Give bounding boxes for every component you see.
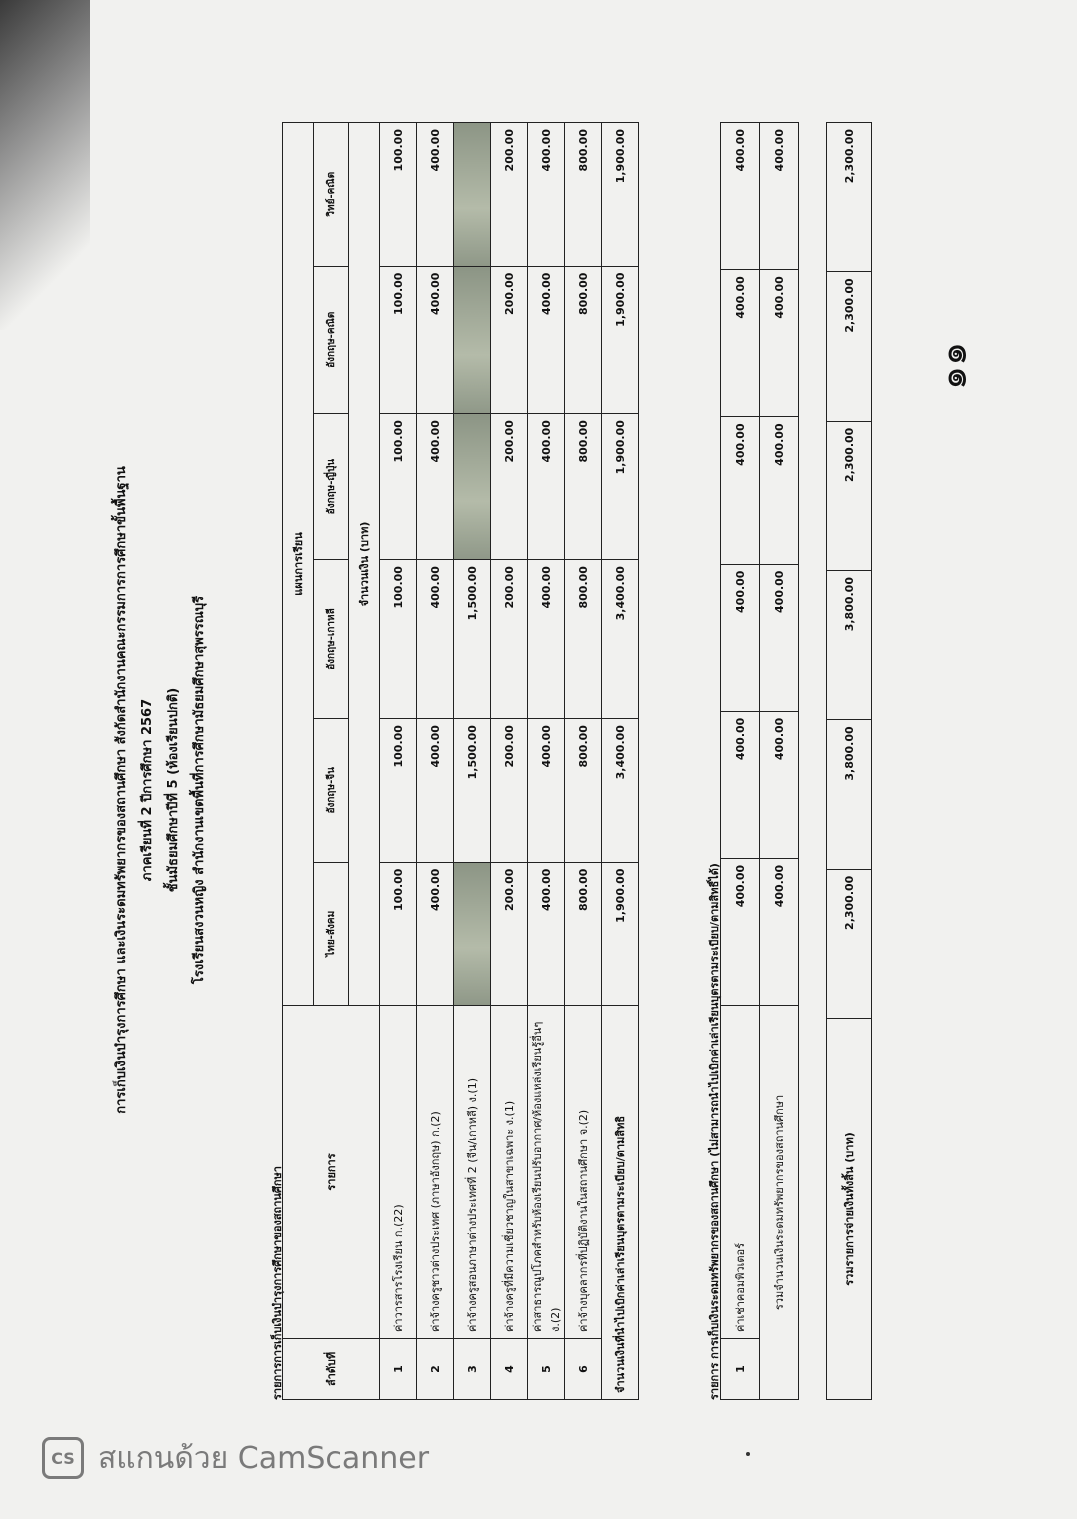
semester-line: ภาคเรียนที่ 2 ปีการศึกษา 2567 [140,698,155,882]
row-value: 800.00 [565,266,602,414]
row-value: 400.00 [528,123,565,267]
row-value: 400.00 [721,564,760,711]
amount-unit-header: จำนวนเงิน (บาท) [349,123,380,1006]
col-item-header: รายการ [283,1006,380,1339]
page-number: ๑๑ [931,341,975,390]
grand-total-value: 2,300.00 [827,123,872,272]
plan-header: อังกฤษ-จีน [314,719,349,862]
subtotal-label: รวมจำนวนเงินระดมทรัพยากรของสถานศึกษา [760,1006,799,1400]
total-label: จำนวนเงินที่นำไปเบิกค่าเล่าเรียนบุตรตามระเบียบ/ตามสิทธิ [602,1006,639,1400]
row-value: 400.00 [417,266,454,414]
grand-total-value: 3,800.00 [827,720,872,869]
fee-table [282,122,639,1400]
row-value: 200.00 [491,862,528,1005]
total-value: 3,400.00 [602,719,639,862]
page-edge-shadow [0,0,90,330]
table-row [565,123,602,1400]
watermark-text: สแกนด้วย CamScanner [98,1440,430,1476]
row-value: 400.00 [417,719,454,862]
row-item: ค่าสาธารณูปโภคสำหรับห้องเรียนปรับอากาศ/ห้องแหล่งเรียนรู้อื่นๆ ง.(2) [528,1006,565,1339]
row-value-shaded [454,266,491,414]
row-value: 400.00 [528,266,565,414]
row-value: 400.00 [417,862,454,1005]
row-item: ค่าจ้างครูสอนภาษาต่างประเทศที่ 2 (จีน/เกาหลี) ง.(1) [454,1006,491,1339]
table-row [491,123,528,1400]
row-value: 800.00 [565,560,602,719]
row-index: 4 [491,1339,528,1400]
document-title: การเก็บเงินบำรุงการศึกษา และเงินระดมทรัพยากรของสถานศึกษา สังกัดสำนักงานคณะกรรมการการศึกษาขั้นพื้นฐาน [114,466,129,1114]
grand-total-value: 2,300.00 [827,421,872,570]
row-item: ค่าเช่าคอมพิวเตอร์ [721,1006,760,1339]
subtotal-value: 400.00 [760,417,799,564]
total-value: 3,400.00 [602,560,639,719]
table-row [528,123,565,1400]
resource-fee-table [720,122,799,1400]
subtotal-value: 400.00 [760,858,799,1005]
total-value: 1,900.00 [602,414,639,560]
row-index: 1 [721,1339,760,1400]
row-value: 400.00 [417,560,454,719]
row-index: 2 [417,1339,454,1400]
section2-caption: รายการ การเก็บเงินระดมทรัพยากรของสถานศึกษา (ไม่สามารถนำไปเบิกค่าเล่าเรียนบุตรตามระเบียบ/ตามสิทธิ์ได้) [708,863,721,1400]
camscanner-watermark [42,1436,429,1480]
row-item: ค่าวารสารโรงเรียน ก.(22) [380,1006,417,1339]
row-value: 1,500.00 [454,560,491,719]
grand-total-value: 3,800.00 [827,571,872,720]
row-value-shaded [454,123,491,267]
grand-total-label: รวมรายการจ่ายเงินทั้งสิ้น (บาท) [827,1019,872,1400]
row-item: ค่าจ้างครูชาวต่างประเทศ (ภาษาอังกฤษ) ก.(2) [417,1006,454,1339]
plan-header: อังกฤษ-คณิต [314,266,349,414]
row-index: 3 [454,1339,491,1400]
row-item: ค่าจ้างบุคลากรที่ปฏิบัติงานในสถานศึกษา จ.(2) [565,1006,602,1339]
row-value: 200.00 [491,560,528,719]
row-value: 400.00 [417,414,454,560]
subtotal-value: 400.00 [760,564,799,711]
grade-line: ชั้นมัธยมศึกษาปีที่ 5 (ห้องเรียนปกติ) [166,687,181,893]
row-value: 400.00 [528,414,565,560]
grand-total-row [827,123,872,1400]
row-value: 100.00 [380,862,417,1005]
row-value: 800.00 [565,414,602,560]
plan-header: วิทย์-คณิต [314,123,349,267]
row-value: 200.00 [491,414,528,560]
row-value: 100.00 [380,719,417,862]
grand-total-table [826,122,872,1400]
total-value: 1,900.00 [602,862,639,1005]
total-value: 1,900.00 [602,266,639,414]
subtotal-value: 400.00 [760,270,799,417]
row-value: 800.00 [565,719,602,862]
row-value: 800.00 [565,123,602,267]
plan-header: ไทย-สังคม [314,862,349,1005]
row-value: 400.00 [528,560,565,719]
row-index: 5 [528,1339,565,1400]
subtotal-row [760,123,799,1400]
row-value: 400.00 [721,711,760,858]
col-index-header: ลำดับที่ [283,1339,380,1400]
row-value: 100.00 [380,414,417,560]
row-value: 100.00 [380,266,417,414]
row-value: 400.00 [721,270,760,417]
table-row [454,123,491,1400]
grand-total-value: 2,300.00 [827,869,872,1018]
speck [746,1452,750,1456]
row-value: 400.00 [528,862,565,1005]
plan-header: อังกฤษ-ญี่ปุ่น [314,414,349,560]
row-value: 1,500.00 [454,719,491,862]
row-value: 400.00 [721,858,760,1005]
table-row [417,123,454,1400]
col-plan-header: แผนการเรียน [283,123,314,1006]
row-value: 200.00 [491,719,528,862]
row-value: 400.00 [721,417,760,564]
row-value: 400.00 [528,719,565,862]
row-value: 400.00 [417,123,454,267]
total-row [602,123,639,1400]
row-value: 400.00 [721,123,760,270]
plan-header: อังกฤษ-เกาหลี [314,560,349,719]
subtotal-value: 400.00 [760,123,799,270]
row-value: 800.00 [565,862,602,1005]
row-value: 200.00 [491,266,528,414]
row-value: 100.00 [380,560,417,719]
row-value-shaded [454,414,491,560]
rotated-document [110,129,975,1440]
row-value: 100.00 [380,123,417,267]
camscanner-logo-icon: CS [42,1437,84,1479]
school-line: โรงเรียนสงวนหญิง สำนักงานเขตพื้นที่การศึกษามัธยมศึกษาสุพรรณบุรี [192,595,207,985]
row-value-shaded [454,862,491,1005]
row-index: 1 [380,1339,417,1400]
row-item: ค่าจ้างครูที่มีความเชี่ยวชาญในสาขาเฉพาะ ง.(1) [491,1006,528,1339]
grand-total-value: 2,300.00 [827,272,872,421]
section1-caption: รายการการเก็บเงินบำรุงการศึกษาของสถานศึกษา [271,1166,284,1400]
table-row [380,123,417,1400]
row-index: 6 [565,1339,602,1400]
subtotal-value: 400.00 [760,711,799,858]
total-value: 1,900.00 [602,123,639,267]
table-row [721,123,760,1400]
row-value: 200.00 [491,123,528,267]
